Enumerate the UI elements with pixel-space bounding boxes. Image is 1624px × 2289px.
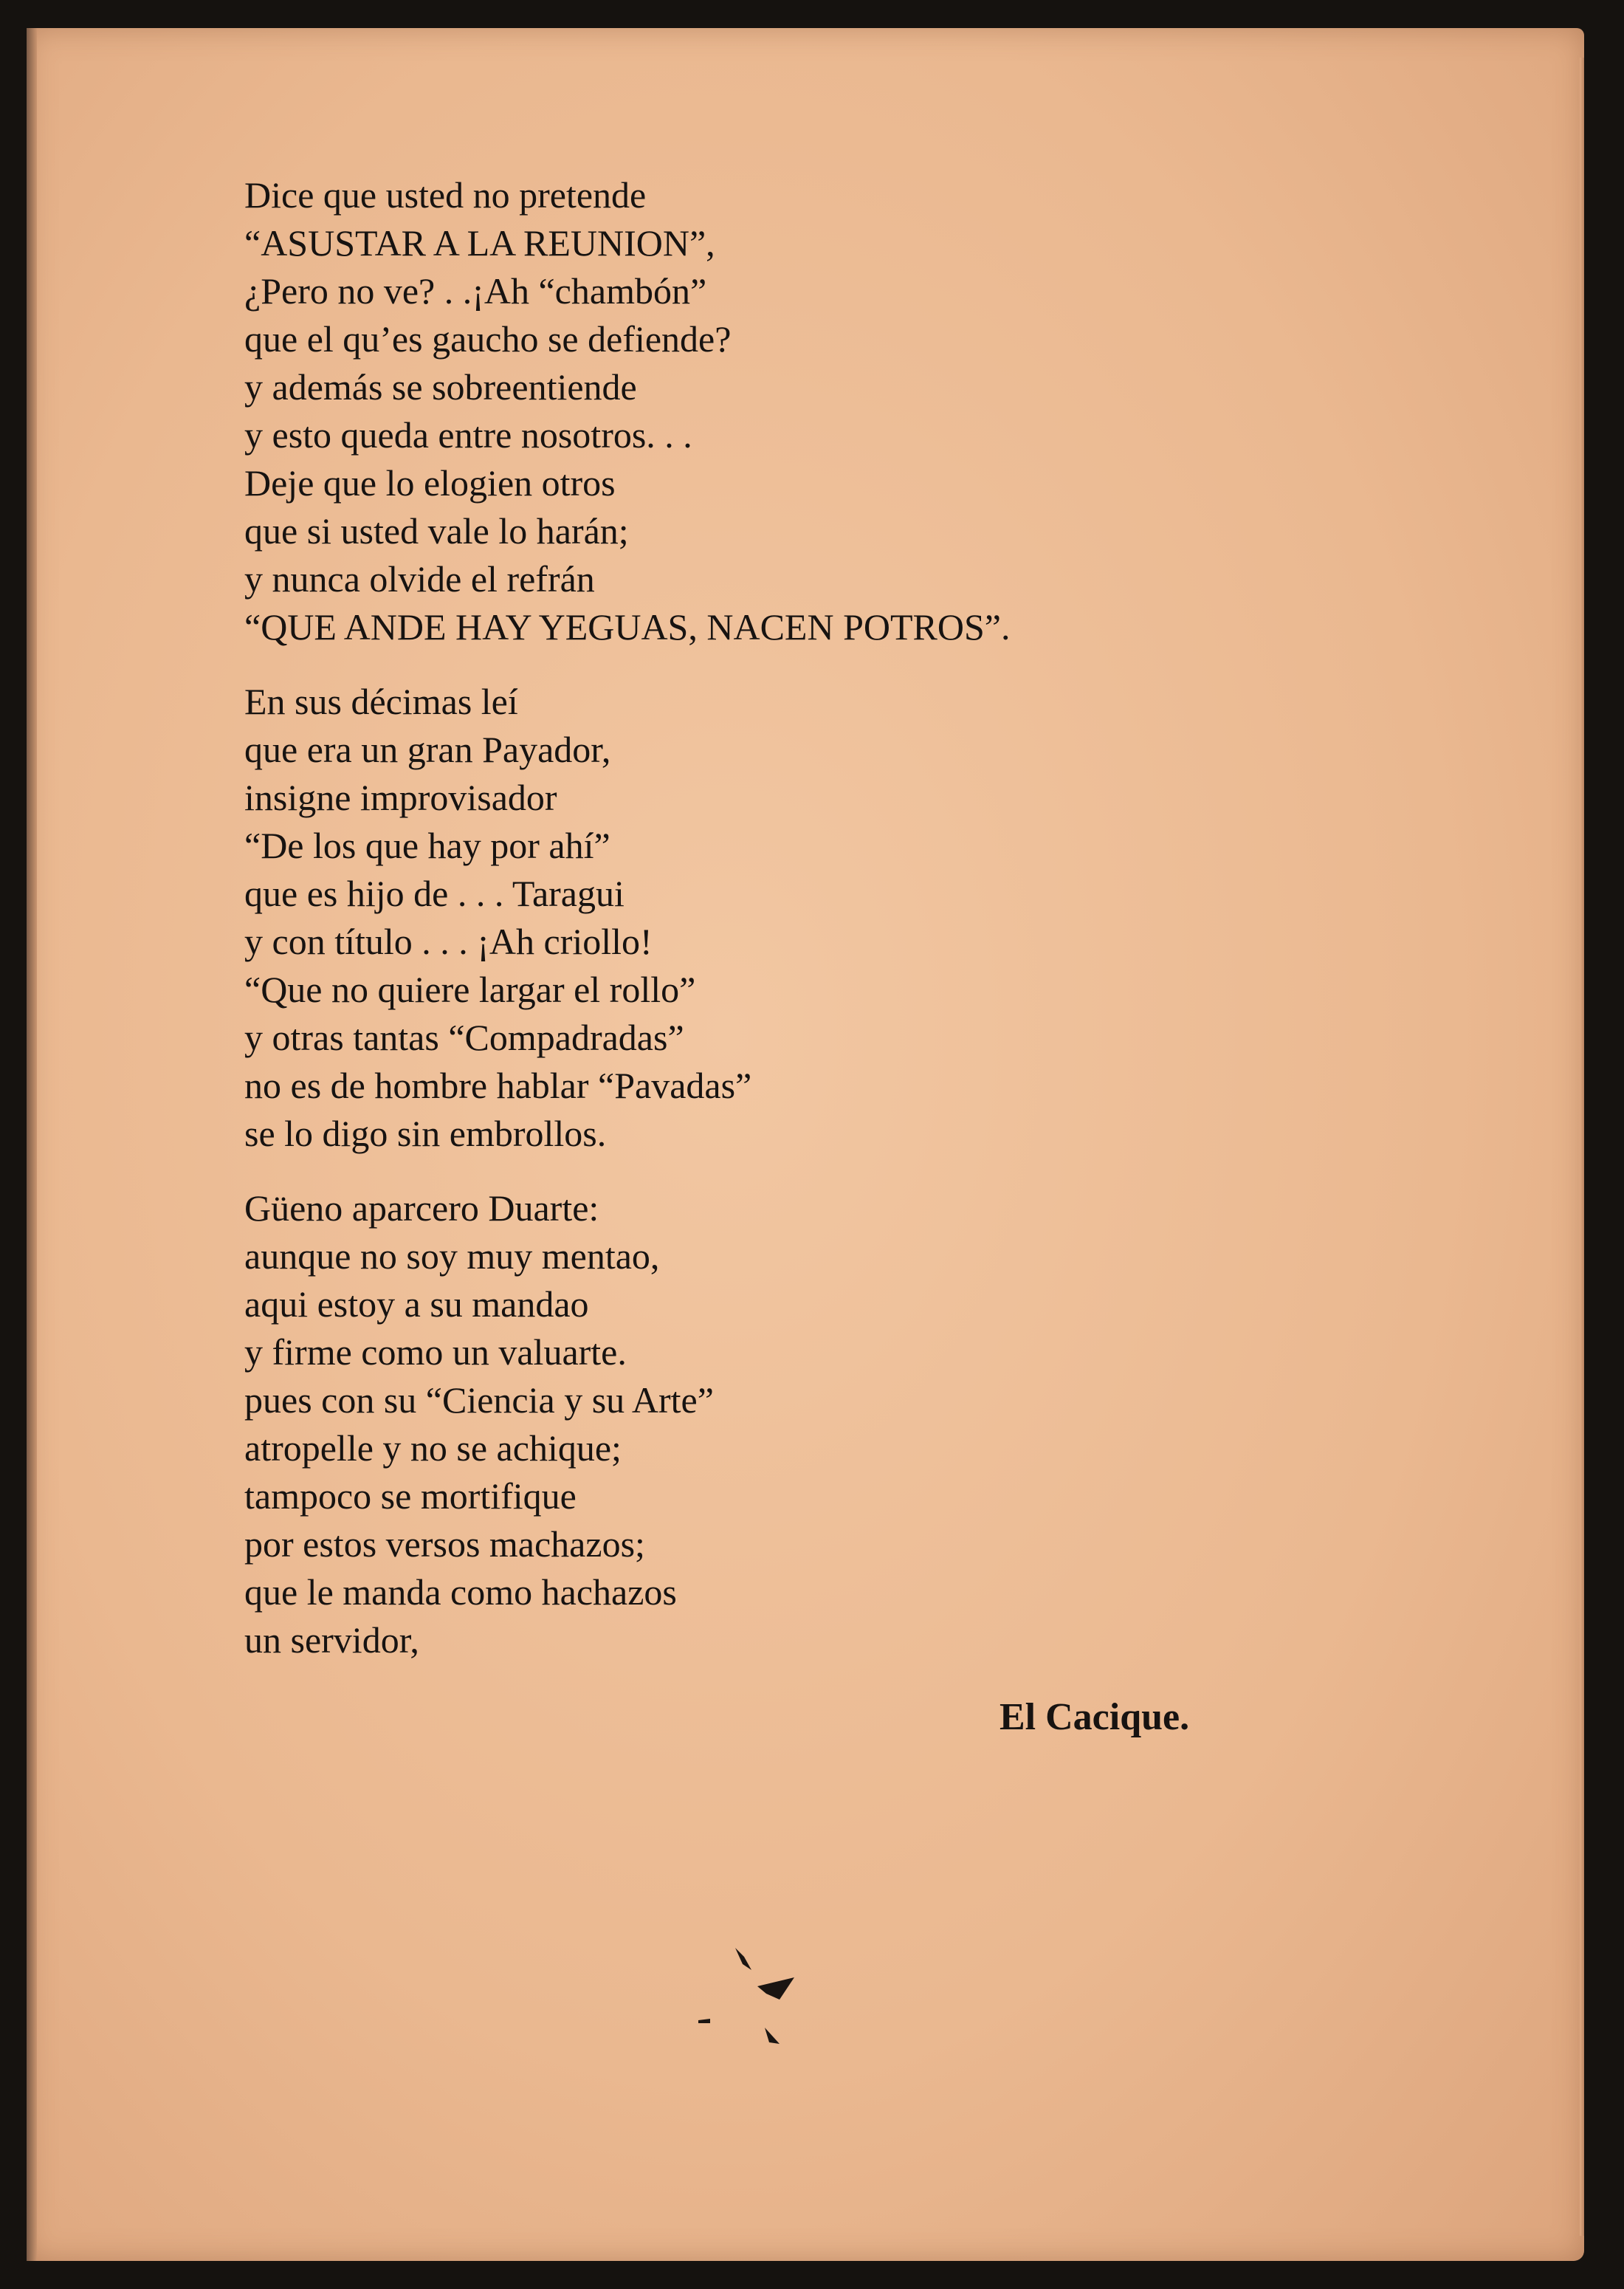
poem-line: y esto queda entre nosotros. . . bbox=[244, 414, 692, 456]
poem-line: se lo digo sin embrollos. bbox=[244, 1113, 607, 1154]
poem-line: Deje que lo elogien otros bbox=[244, 462, 616, 504]
poem-line: Güeno aparcero Duarte: bbox=[244, 1187, 599, 1229]
poem bbox=[244, 171, 1352, 1691]
poem-line: atropelle y no se achique; bbox=[244, 1427, 622, 1469]
poem-line: un servidor, bbox=[244, 1619, 419, 1661]
poem-line: ¿Pero no ve? . .¡Ah “chambón” bbox=[244, 270, 707, 312]
poem-line: que es hijo de . . . Taragui bbox=[244, 873, 625, 914]
poem-line: y otras tantas “Compadradas” bbox=[244, 1017, 684, 1058]
poem-line: En sus décimas leí bbox=[244, 681, 518, 722]
page-spine bbox=[27, 28, 37, 2261]
poem-line: por estos versos machazos; bbox=[244, 1523, 645, 1565]
poem-line: “Que no quiere largar el rollo” bbox=[244, 969, 696, 1010]
poem-line: que si usted vale lo harán; bbox=[244, 510, 629, 552]
poem-line: insigne improvisador bbox=[244, 777, 557, 818]
poem-line: y además se sobreentiende bbox=[244, 366, 637, 408]
poem-line: que era un gran Payador, bbox=[244, 729, 611, 770]
poem-line: aqui estoy a su mandao bbox=[244, 1283, 589, 1325]
poem-line: “ASUSTAR A LA REUNION”, bbox=[244, 222, 715, 264]
stanza-2 bbox=[244, 678, 1352, 1158]
poem-line: tampoco se mortifique bbox=[244, 1475, 577, 1517]
poem-line: “De los que hay por ahí” bbox=[244, 825, 610, 866]
signature: El Cacique. bbox=[999, 1696, 1190, 1738]
poem-line: pues con su “Ciencia y su Arte” bbox=[244, 1379, 714, 1421]
poem-line: y con título . . . ¡Ah criollo! bbox=[244, 921, 653, 962]
poem-line: Dice que usted no pretende bbox=[244, 174, 647, 216]
book-page bbox=[27, 28, 1584, 2261]
poem-line: y nunca olvide el refrán bbox=[244, 558, 595, 600]
ornament-icon bbox=[684, 1940, 831, 2073]
poem-line: que el qu’es gaucho se defiende? bbox=[244, 318, 732, 360]
stanza-1 bbox=[244, 171, 1352, 651]
stanza-3 bbox=[244, 1184, 1352, 1664]
poem-line: y firme como un valuarte. bbox=[244, 1331, 627, 1373]
poem-line: no es de hombre hablar “Pavadas” bbox=[244, 1065, 752, 1106]
poem-line: “QUE ANDE HAY YEGUAS, NACEN POTROS”. bbox=[244, 606, 1011, 648]
poem-line: aunque no soy muy mentao, bbox=[244, 1235, 660, 1277]
page-edge bbox=[1580, 58, 1584, 2236]
poem-line: que le manda como hachazos bbox=[244, 1571, 677, 1613]
